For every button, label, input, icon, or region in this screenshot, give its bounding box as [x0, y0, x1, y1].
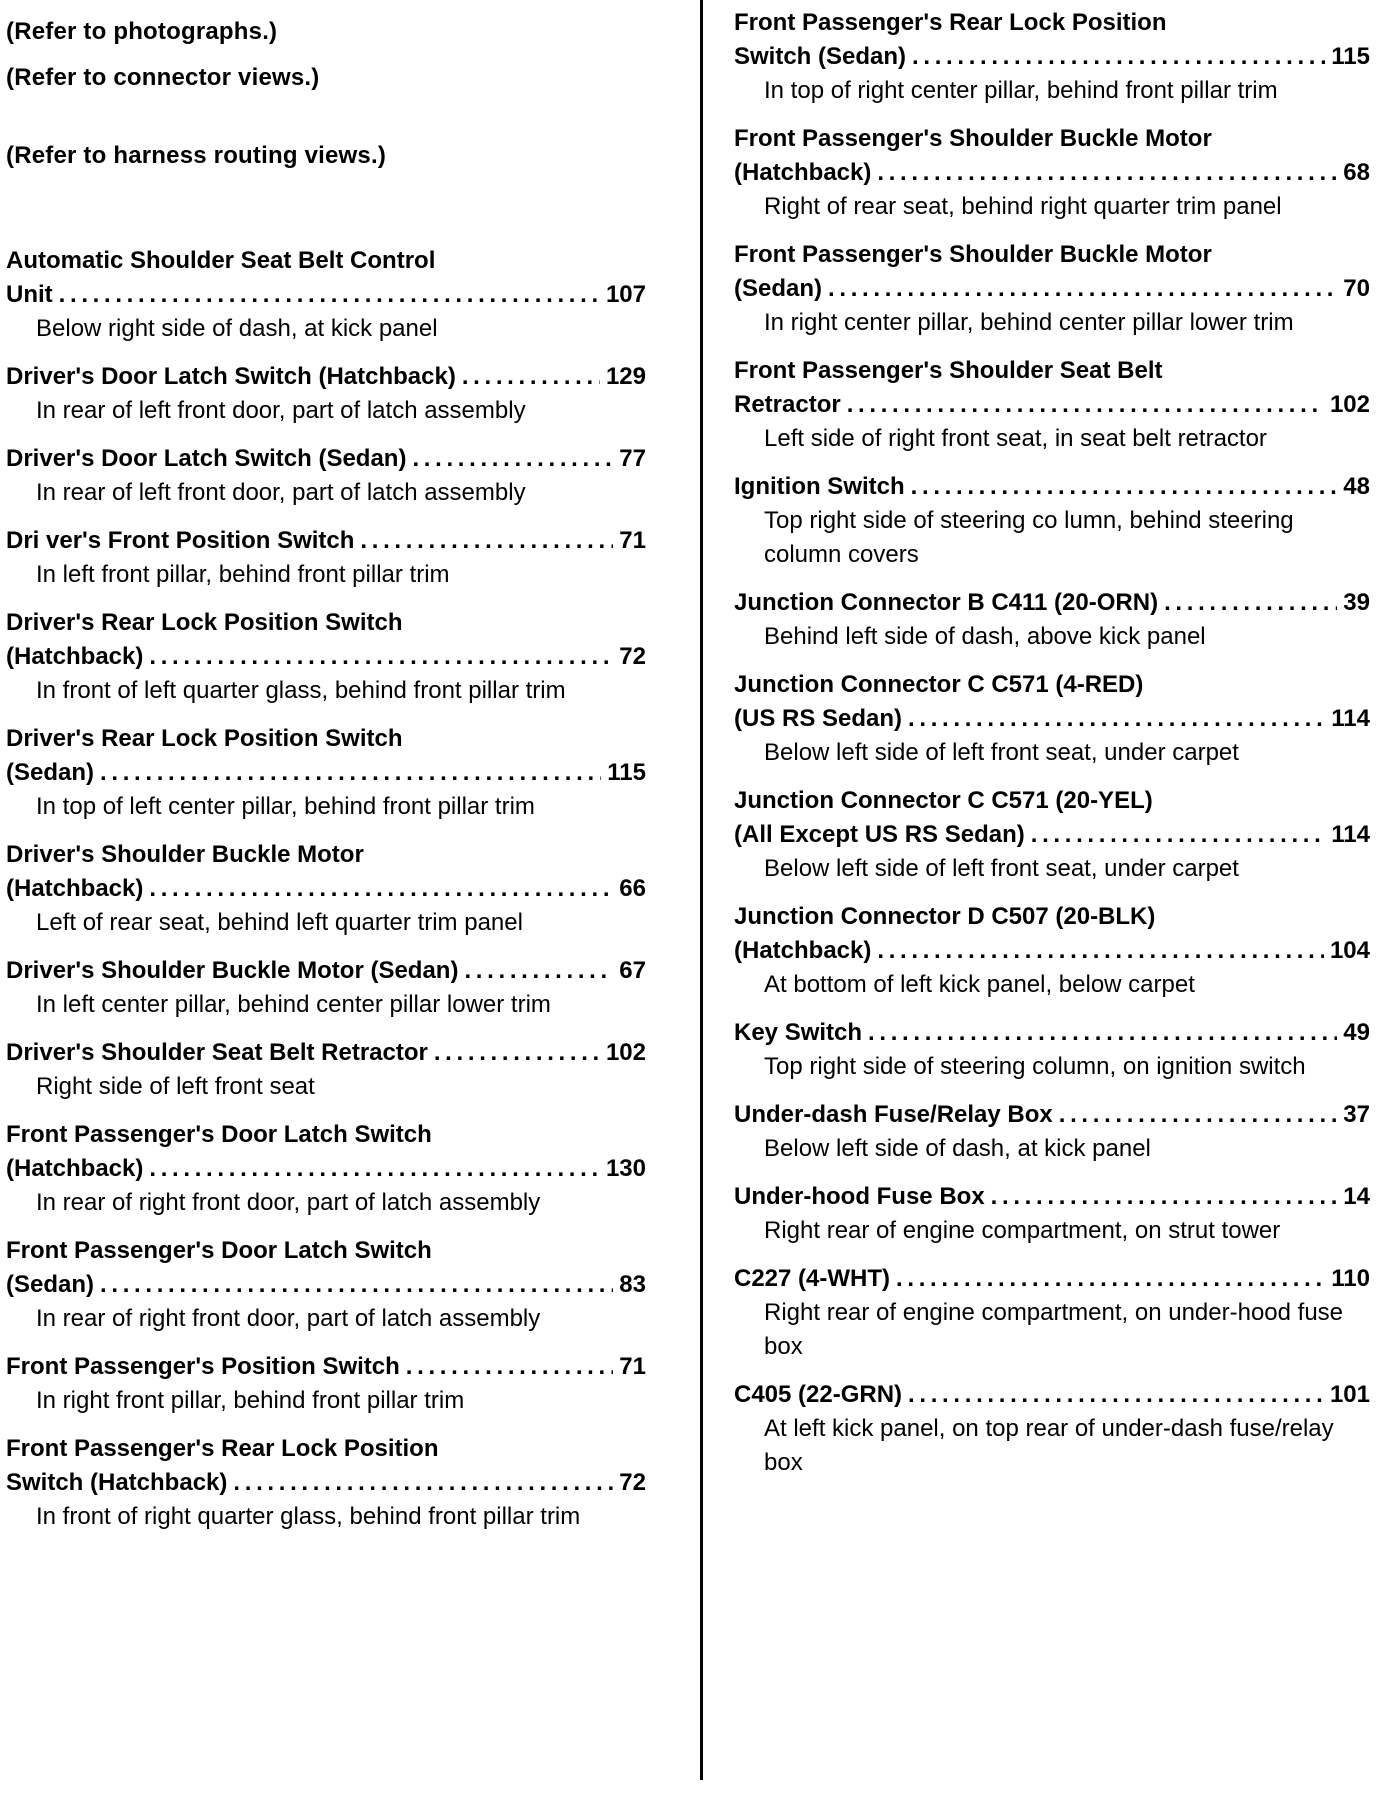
- component-name: (Sedan): [6, 1271, 95, 1298]
- column-divider: [700, 0, 703, 1780]
- component-name-line: Front Passenger's Rear Lock Position: [6, 1435, 439, 1462]
- component-location: Right of rear seat, behind right quarter trim panel: [764, 193, 1282, 220]
- component-name-line: Junction Connector D C507 (20-BLK): [734, 903, 1156, 930]
- leader-dots: [868, 1016, 1337, 1050]
- component-location: At left kick panel, on top rear of under-dash fuse/relay box: [764, 1415, 1334, 1476]
- component-entry: [6, 360, 646, 428]
- leader-dots: [59, 278, 600, 312]
- component-name-line: Junction Connector C C571 (4-RED): [734, 671, 1144, 698]
- component-name: Unit: [6, 281, 53, 308]
- component-name-row: [6, 756, 646, 790]
- component-name: Front Passenger's Position Switch: [6, 1353, 400, 1380]
- component-name: Junction Connector B C411 (20-ORN): [734, 589, 1159, 616]
- component-location: Top right side of steering co lumn, behind steering column covers: [764, 507, 1294, 568]
- component-name: Key Switch: [734, 1019, 863, 1046]
- component-location: Left of rear seat, behind left quarter trim panel: [36, 909, 523, 936]
- component-name-row: [734, 1180, 1370, 1214]
- component-name: Dri ver's Front Position Switch: [6, 527, 355, 554]
- leader-dots: [877, 934, 1324, 968]
- component-name-row: [6, 1350, 646, 1384]
- component-entry: [734, 1262, 1370, 1364]
- component-name: Driver's Shoulder Seat Belt Retractor: [6, 1039, 428, 1066]
- leader-dots: [100, 756, 601, 790]
- component-name: Switch (Sedan): [734, 43, 907, 70]
- component-location: Right rear of engine compartment, on under-hood fuse box: [764, 1299, 1344, 1360]
- component-name-row: [6, 360, 646, 394]
- component-name: Under-hood Fuse Box: [734, 1183, 985, 1210]
- component-entry: [734, 784, 1370, 886]
- leader-dots: [462, 360, 600, 394]
- component-name-row: [734, 702, 1370, 736]
- component-location: In left center pillar, behind center pillar lower trim: [36, 991, 551, 1018]
- component-location: Below left side of left front seat, under carpet: [764, 739, 1239, 766]
- component-name-row: [6, 1152, 646, 1186]
- page-number: 130: [605, 1155, 646, 1182]
- component-name-row: [6, 524, 646, 558]
- leader-dots: [1164, 586, 1337, 620]
- component-location: Below left side of left front seat, under carpet: [764, 855, 1239, 882]
- component-name-row: [734, 934, 1370, 968]
- component-entry: [734, 1098, 1370, 1166]
- component-name-row: [6, 954, 646, 988]
- page-number: 104: [1329, 937, 1370, 964]
- page-number: 77: [619, 445, 646, 472]
- component-name-line: Front Passenger's Door Latch Switch: [6, 1237, 432, 1264]
- component-name: (Hatchback): [6, 643, 144, 670]
- component-name: Switch (Hatchback): [6, 1469, 228, 1496]
- component-name: (Sedan): [6, 759, 95, 786]
- leader-dots: [912, 40, 1325, 74]
- component-name: (Hatchback): [6, 1155, 144, 1182]
- component-name-row: [6, 640, 646, 674]
- component-name-row: [6, 278, 646, 312]
- leader-dots: [828, 272, 1337, 306]
- component-location: In right front pillar, behind front pillar trim: [36, 1387, 465, 1414]
- page-number: 72: [619, 643, 646, 670]
- component-entry: [6, 606, 646, 708]
- component-name-row: [6, 1268, 646, 1302]
- leader-dots: [908, 1378, 1324, 1412]
- component-entry: [6, 244, 646, 346]
- component-entry: [734, 122, 1370, 224]
- component-entry: [734, 586, 1370, 654]
- component-entry: [6, 1036, 646, 1104]
- page-number: 101: [1329, 1381, 1370, 1408]
- page-number: 14: [1343, 1183, 1370, 1210]
- component-name: Driver's Shoulder Buckle Motor (Sedan): [6, 957, 459, 984]
- component-name-line: Front Passenger's Shoulder Buckle Motor: [734, 125, 1212, 152]
- component-name: C227 (4-WHT): [734, 1265, 891, 1292]
- leader-dots: [149, 640, 613, 674]
- page-number: 71: [619, 1353, 646, 1380]
- leader-dots: [1059, 1098, 1338, 1132]
- leader-dots: [412, 442, 613, 476]
- page-number: 70: [1343, 275, 1370, 302]
- component-name-row: [734, 156, 1370, 190]
- component-name-row: [734, 1098, 1370, 1132]
- component-location: At bottom of left kick panel, below carpet: [764, 971, 1195, 998]
- component-name-line: Front Passenger's Shoulder Seat Belt: [734, 357, 1163, 384]
- component-location: In top of left center pillar, behind front pillar trim: [36, 793, 535, 820]
- component-name-line: Junction Connector C C571 (20-YEL): [734, 787, 1153, 814]
- component-name-row: [734, 1016, 1370, 1050]
- component-entry: [6, 1350, 646, 1418]
- left-entries: [6, 244, 646, 1534]
- component-location: In rear of left front door, part of latch assembly: [36, 397, 526, 424]
- page-number: 68: [1343, 159, 1370, 186]
- component-name-row: [6, 442, 646, 476]
- leader-dots: [406, 1350, 614, 1384]
- harness-routing-reference: (Refer to harness routing views.): [6, 142, 387, 169]
- photographs-reference: (Refer to photographs.): [6, 18, 278, 45]
- component-location: Below right side of dash, at kick panel: [36, 315, 438, 342]
- component-location: Right rear of engine compartment, on strut tower: [764, 1217, 1281, 1244]
- component-location: Right side of left front seat: [36, 1073, 315, 1100]
- leader-dots: [991, 1180, 1338, 1214]
- right-entries: [734, 6, 1370, 1480]
- page-number: 39: [1343, 589, 1370, 616]
- component-name: (Hatchback): [734, 937, 872, 964]
- component-name-line: Front Passenger's Door Latch Switch: [6, 1121, 432, 1148]
- component-entry: [734, 1016, 1370, 1084]
- page-number: 107: [605, 281, 646, 308]
- component-name: Ignition Switch: [734, 473, 905, 500]
- component-name: Driver's Door Latch Switch (Sedan): [6, 445, 407, 472]
- connector-views-reference: (Refer to connector views.): [6, 64, 320, 91]
- component-entry: [734, 238, 1370, 340]
- leader-dots: [877, 156, 1337, 190]
- page-number: 37: [1343, 1101, 1370, 1128]
- component-entry: [734, 6, 1370, 108]
- component-name-row: [734, 272, 1370, 306]
- leader-dots: [233, 1466, 613, 1500]
- component-name: C405 (22-GRN): [734, 1381, 903, 1408]
- component-name-line: Driver's Rear Lock Position Switch: [6, 609, 403, 636]
- leader-dots: [1031, 818, 1326, 852]
- component-name: Retractor: [734, 391, 841, 418]
- component-entry: [6, 1118, 646, 1220]
- component-entry: [6, 524, 646, 592]
- component-location: Behind left side of dash, above kick panel: [764, 623, 1206, 650]
- component-location: In rear of left front door, part of latch assembly: [36, 479, 526, 506]
- component-name-row: [734, 470, 1370, 504]
- component-name-row: [6, 1466, 646, 1500]
- page-number: 129: [605, 363, 646, 390]
- component-location: In right center pillar, behind center pillar lower trim: [764, 309, 1294, 336]
- page-number: 115: [607, 759, 646, 786]
- page-number: 48: [1343, 473, 1370, 500]
- component-name-row: [734, 40, 1370, 74]
- page-number: 66: [619, 875, 646, 902]
- component-location: In front of left quarter glass, behind front pillar trim: [36, 677, 566, 704]
- component-entry: [6, 954, 646, 1022]
- page-number: 102: [1329, 391, 1370, 418]
- component-name: (Hatchback): [734, 159, 872, 186]
- component-name-row: [734, 1378, 1370, 1412]
- component-name-line: Front Passenger's Rear Lock Position: [734, 9, 1167, 36]
- page-number: 67: [619, 957, 646, 984]
- page-number: 102: [605, 1039, 646, 1066]
- leader-dots: [911, 470, 1338, 504]
- leader-dots: [434, 1036, 600, 1070]
- component-name-row: [734, 818, 1370, 852]
- leader-dots: [896, 1262, 1325, 1296]
- component-entry: [734, 1180, 1370, 1248]
- component-name-line: Automatic Shoulder Seat Belt Control: [6, 247, 436, 274]
- page-number: 49: [1343, 1019, 1370, 1046]
- component-name: (All Except US RS Sedan): [734, 821, 1025, 848]
- leader-dots: [847, 388, 1324, 422]
- component-location: In top of right center pillar, behind front pillar trim: [764, 77, 1278, 104]
- page-number: 72: [619, 1469, 646, 1496]
- page-number: 114: [1331, 821, 1370, 848]
- leader-dots: [908, 702, 1325, 736]
- component-entry: [734, 354, 1370, 456]
- leader-dots: [360, 524, 613, 558]
- component-name: (Hatchback): [6, 875, 144, 902]
- component-location: In rear of right front door, part of latch assembly: [36, 1305, 541, 1332]
- component-name: Under-dash Fuse/Relay Box: [734, 1101, 1053, 1128]
- leader-dots: [149, 872, 613, 906]
- component-entry: [6, 1234, 646, 1336]
- leader-dots: [149, 1152, 600, 1186]
- component-name: (US RS Sedan): [734, 705, 903, 732]
- component-entry: [6, 442, 646, 510]
- component-entry: [6, 722, 646, 824]
- leader-dots: [100, 1268, 613, 1302]
- component-name-row: [6, 872, 646, 906]
- component-entry: [734, 668, 1370, 770]
- page-number: 114: [1331, 705, 1370, 732]
- component-entry: [734, 1378, 1370, 1480]
- component-entry: [734, 900, 1370, 1002]
- component-name: Driver's Door Latch Switch (Hatchback): [6, 363, 456, 390]
- component-name-row: [734, 388, 1370, 422]
- component-name-line: Driver's Shoulder Buckle Motor: [6, 841, 364, 868]
- component-location: In left front pillar, behind front pillar trim: [36, 561, 450, 588]
- page-number: 71: [619, 527, 646, 554]
- component-location: Below left side of dash, at kick panel: [764, 1135, 1151, 1162]
- component-name-row: [734, 1262, 1370, 1296]
- component-location: In front of right quarter glass, behind front pillar trim: [36, 1503, 581, 1530]
- component-location: Left side of right front seat, in seat belt retractor: [764, 425, 1267, 452]
- page-number: 83: [619, 1271, 646, 1298]
- component-name-row: [734, 586, 1370, 620]
- component-entry: [734, 470, 1370, 572]
- page-number: 115: [1331, 43, 1370, 70]
- page-number: 110: [1331, 1265, 1370, 1292]
- leader-dots: [464, 954, 613, 988]
- component-name: (Sedan): [734, 275, 823, 302]
- component-entry: [6, 838, 646, 940]
- component-location: Top right side of steering column, on ignition switch: [764, 1053, 1306, 1080]
- component-name-line: Front Passenger's Shoulder Buckle Motor: [734, 241, 1212, 268]
- component-location: In rear of right front door, part of latch assembly: [36, 1189, 541, 1216]
- component-name-row: [6, 1036, 646, 1070]
- component-entry: [6, 1432, 646, 1534]
- component-name-line: Driver's Rear Lock Position Switch: [6, 725, 403, 752]
